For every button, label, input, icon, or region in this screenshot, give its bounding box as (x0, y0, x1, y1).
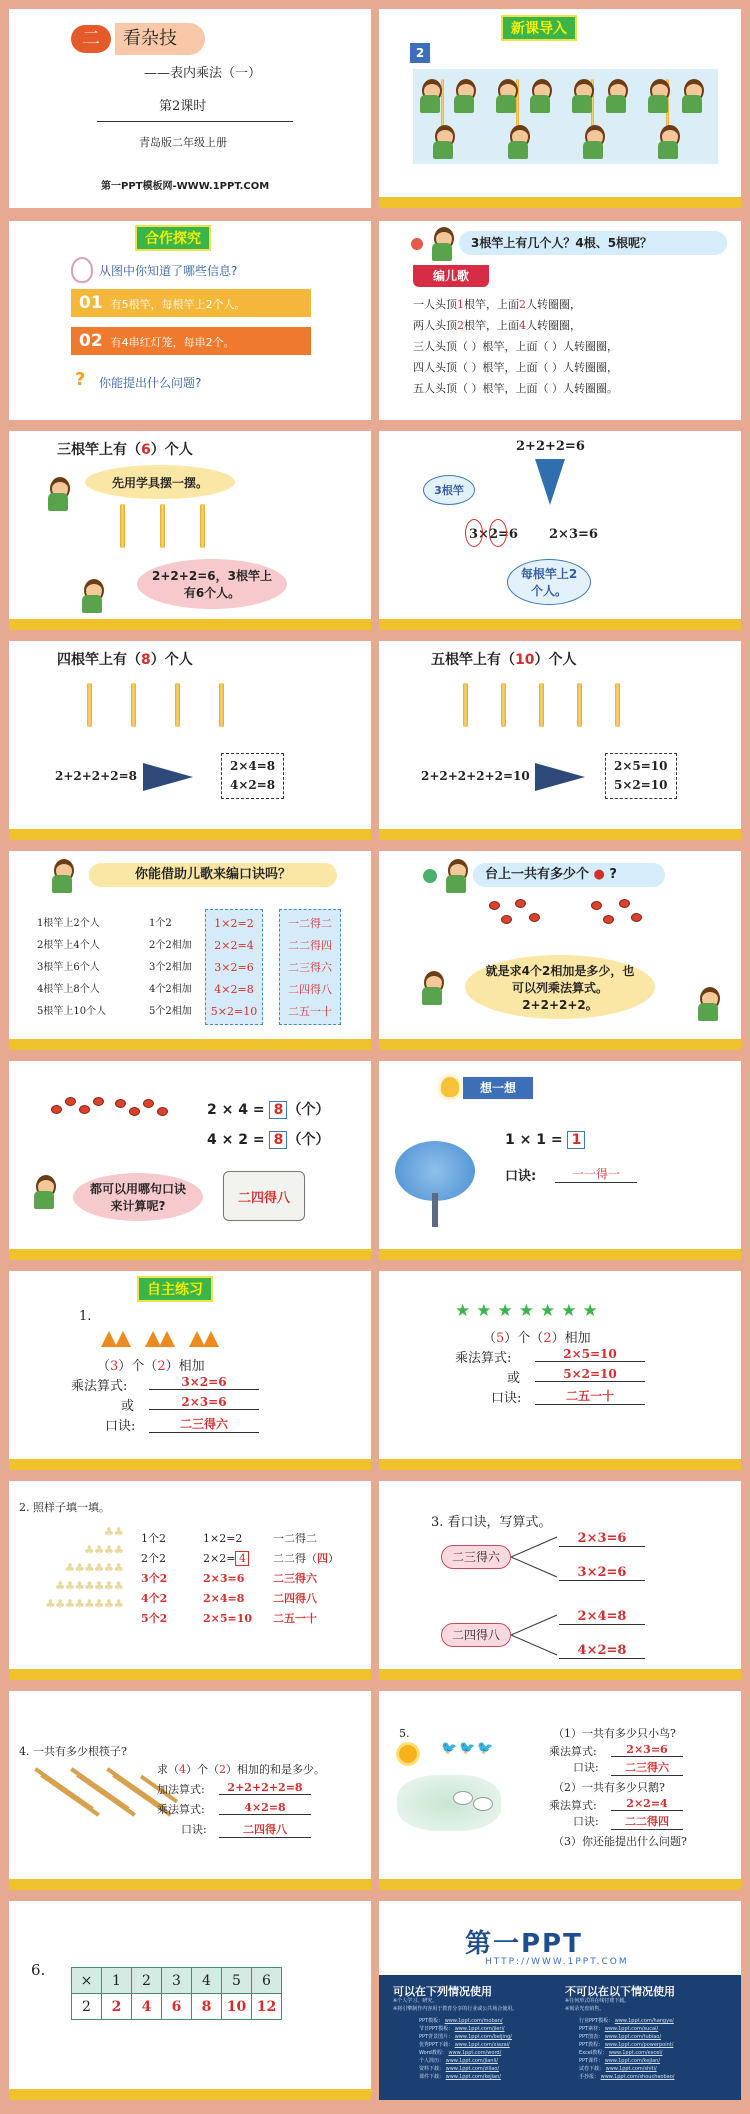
rhyme-label: 口诀: (105, 1419, 136, 1434)
rhyme-question: 3根竿上有几个人？4根、5根呢？ (459, 231, 727, 255)
birds-icon: 🐦🐦🐦 (441, 1741, 496, 1756)
rhyme-line-2: 两人头顶2根竿，上面4人转圈圈， (413, 319, 581, 332)
info-item-2-text: 有4串红灯笼，每串2个。 (110, 336, 235, 349)
logo-text: 第一PPT (465, 1929, 583, 1959)
rhyme-label-1: 口诀: (573, 1761, 599, 1774)
circle-3 (465, 519, 483, 547)
add-line: （3）个（2）相加 (97, 1359, 205, 1374)
tree-image (385, 1141, 485, 1231)
link-item[interactable]: PPT教程： www.1ppt.com/powerpoint/ (579, 2042, 674, 2048)
equation-1a: 2×3=6 (559, 1531, 645, 1547)
link-item[interactable]: Word教程： www.1ppt.com/word/ (419, 2050, 502, 2056)
ball-icon (423, 869, 437, 883)
lantern (143, 1099, 154, 1108)
rhyme-answer-1: 二三得六 (611, 1759, 683, 1776)
links-left (419, 2017, 512, 2081)
usage-allowed-title: 可以在下列情况使用 (393, 1985, 492, 1998)
slide-title: 三根竿上有（6）个人 (57, 442, 193, 458)
lantern (591, 901, 602, 910)
pole (577, 683, 582, 727)
edition: 青岛版二年级上册 (139, 136, 227, 149)
boy-icon (429, 227, 455, 261)
link-item[interactable]: Excel教程： www.1ppt.com/excel/ (579, 2050, 663, 2056)
pole (175, 683, 180, 727)
rhyme-line-1: 一人头顶1根竿，上面2人转圈圈， (413, 298, 581, 311)
question-ask: 你能提出什么问题? (99, 376, 202, 390)
sun-icon (399, 1745, 417, 1763)
slide-11-lantern-multiply[interactable] (9, 1061, 371, 1260)
slide-4-rhyme[interactable] (379, 221, 741, 420)
slide-5-three-poles[interactable] (9, 431, 371, 630)
rhyme-line-3: 三人头顶（ ）根竿，上面（ ）人转圈圈， (413, 340, 618, 353)
goose-icon (473, 1797, 493, 1811)
rhyme-pill-1: 二三得六 (441, 1545, 511, 1569)
row-1: 1个2 1×2=2 一二得二 (141, 1532, 317, 1545)
add-line: （5）个（2）相加 (483, 1331, 591, 1346)
multiply-label: 乘法算式: (157, 1803, 205, 1816)
usage-banned-note: ※任何形式的在线付费下载。 (565, 1998, 630, 2004)
unit-badge: 二 (71, 25, 111, 53)
slide-19-table[interactable] (9, 1901, 371, 2100)
rhyme-label-2: 口诀: (573, 1815, 599, 1828)
source-label: 第一PPT模板网-WWW.1PPT.COM (101, 181, 270, 192)
slide-title: 四根竿上有（8）个人 (57, 652, 193, 668)
each-pole-bubble: 每根竿上2个人。 (507, 559, 591, 605)
multiply-answer-1: 2×3=6 (611, 1743, 683, 1757)
row-2: 2个2 2×2= 4 二二得（四） (141, 1552, 339, 1565)
lantern (501, 915, 512, 924)
lantern (51, 1105, 62, 1114)
eq-2: 2×3=6 (549, 527, 598, 542)
slide-7-four-poles[interactable] (9, 641, 371, 840)
slide-20-credits[interactable] (379, 1901, 741, 2100)
equation-2b: 4×2=8 (559, 1643, 645, 1659)
rhyme-answer: 一一得一 (555, 1165, 637, 1183)
question-info: 从图中你知道了哪些信息? (99, 264, 238, 278)
col-multiply: 1×2=2 2×2=4 3×2=6 4×2=8 5×2=10 (205, 909, 263, 1025)
question-mark-icon: ? (75, 369, 86, 390)
lantern (489, 901, 500, 910)
add-label: 加法算式: (157, 1783, 205, 1796)
star-row: ★★★★★★★ (455, 1301, 604, 1321)
link-item[interactable]: 行业PPT模板： www.1ppt.com/hangye/ (579, 2018, 674, 2024)
multiply-label-2: 乘法算式: (549, 1799, 597, 1812)
answer-bubble: 就是求4个2相加是多少，也可以列乘法算式。 2+2+2+2。 (465, 955, 655, 1019)
equation-1b: 3×2=6 (559, 1565, 645, 1581)
girl-icon (79, 579, 105, 613)
acrobat-stage (413, 69, 718, 164)
link-item[interactable]: 手抄报： www.1ppt.com/shouchaobao/ (579, 2074, 675, 2080)
ball-icon (411, 238, 423, 250)
link-item[interactable]: PPT图表： www.1ppt.com/tubiao/ (579, 2034, 662, 2040)
pole (463, 683, 468, 727)
boy-icon (49, 859, 75, 893)
think-title: 想一想 (463, 1077, 533, 1099)
lantern (65, 1097, 76, 1106)
hint-bubble: 先用学具摆一摆。 (85, 465, 235, 499)
slide-8-five-poles[interactable] (379, 641, 741, 840)
lesson: 第2课时 (159, 99, 207, 114)
explore-badge: 合作探究 (135, 225, 211, 251)
slide-18-birds-geese[interactable] (379, 1691, 741, 1890)
slide-14-practice-stars[interactable] (379, 1271, 741, 1470)
slide-1-title[interactable] (9, 9, 371, 208)
exercise-title: 3. 看口诀，写算式。 (431, 1515, 552, 1530)
arrow-right-icon (535, 763, 585, 791)
slide-3-explore[interactable] (9, 221, 371, 420)
multiply-label: 乘法算式: (455, 1351, 512, 1366)
q1: （1）一共有多少只小鸟? (553, 1727, 676, 1740)
unit-name: 看杂技 (115, 23, 205, 55)
link-item[interactable]: PPT素材： www.1ppt.com/sucai/ (579, 2026, 659, 2032)
link-item[interactable]: PPT课件： www.1ppt.com/kejian/ (579, 2058, 661, 2064)
usage-banned-title: 不可以在以下情况使用 (565, 1985, 675, 1998)
rhyme-answer: 二四得八 (219, 1821, 311, 1838)
lantern (115, 1099, 126, 1108)
lantern (157, 1107, 168, 1116)
chopsticks-image (29, 1771, 159, 1851)
col-rhyme: 一二得二 二二得四 二三得六 二四得八 二五一十 (279, 909, 341, 1025)
info-item-2-num: 02 (79, 331, 103, 351)
subtitle: ——表内乘法（一） (144, 66, 262, 81)
slide-15-fill-in[interactable] (9, 1481, 371, 1680)
answer-bubble: 2+2+2=6，3根竿上有6个人。 (137, 559, 287, 609)
intro-badge: 新课导入 (501, 15, 577, 41)
link-item[interactable]: 试卷下载： www.1ppt.com/shiti/ (579, 2066, 657, 2072)
link-item[interactable]: 资料下载： www.1ppt.com/ziliao/ (419, 2066, 500, 2072)
q3: （3）你还能提出什么问题? (553, 1835, 687, 1848)
slide-2-intro[interactable] (379, 9, 741, 208)
rabbit-icon (71, 257, 93, 283)
eq-1: 2 × 4 = 8 （个） (207, 1102, 330, 1118)
links-right (579, 2017, 674, 2081)
multiply-answer: 4×2=8 (219, 1801, 311, 1815)
row-3: 3个2 2×3=6 二三得六 (141, 1572, 317, 1585)
arrow-down-icon (535, 459, 565, 505)
rabbit-pyramid: ♣♣ ♣♣♣♣ ♣♣♣♣♣♣ ♣♣♣♣♣♣♣ ♣♣♣♣♣♣♣♣ (44, 1525, 123, 1611)
table-row: 2 2 4 6 8 10 12 (72, 1994, 282, 2020)
divider (97, 121, 293, 122)
col-add: 1个2 2个2相加 3个2相加 4个2相加 5个2相加 (149, 918, 192, 1017)
col-poles: 1根竿上2个人 2根竿上4个人 3根竿上6个人 4根竿上8个人 5根竿上10个人 (37, 918, 107, 1017)
eq-2: 4 × 2 = 8 （个） (207, 1132, 330, 1148)
sum-text: 2+2+2+2=8 (55, 769, 137, 783)
exercise-title: 4. 一共有多少根筷子? (19, 1745, 127, 1758)
pole (160, 504, 165, 548)
info-item-1-num: 01 (79, 293, 103, 313)
multiply-answer-2: 5×2=10 (535, 1367, 645, 1382)
row-5: 5个2 2×5=10 二五一十 (141, 1612, 317, 1625)
lantern-question: 台上一共有多少个 ● ? (473, 863, 665, 887)
info-item-1 (71, 289, 311, 317)
question-number: 5. (399, 1727, 410, 1740)
link-item[interactable]: PPT背景图片： www.1ppt.com/beijing/ (419, 2034, 512, 2040)
rhyme-tag: 编儿歌 (413, 265, 489, 287)
lantern (79, 1105, 90, 1114)
pole (615, 683, 620, 727)
link-item[interactable]: PPT模板： www.1ppt.com/moban/ (419, 2018, 503, 2024)
pole (131, 683, 136, 727)
multiply-box: 2×5=10 5×2=10 (605, 753, 677, 799)
usage-banned-note-2: ※刻录光盘销售。 (565, 2006, 605, 2012)
sum-text: 2+2+2=6 (516, 439, 585, 454)
eq-1: 3×2=6 (469, 527, 518, 542)
question-number: 6. (31, 1961, 46, 1979)
triangle-icon (203, 1331, 219, 1347)
eq: 1 × 1 = 1 (505, 1131, 585, 1149)
lantern (619, 899, 630, 908)
pole (87, 683, 92, 727)
table-header-row: × 1 2 3 4 5 6 (72, 1968, 282, 1994)
multiply-label-1: 乘法算式: (549, 1745, 597, 1758)
rhyme-pill-2: 二四得八 (441, 1623, 511, 1647)
rhyme-label: 口诀: (491, 1391, 522, 1406)
slide-16-rhyme-to-equation[interactable] (379, 1481, 741, 1680)
rhyme-line-5: 五人头顶（ ）根竿，上面（ ）人转圈圈。 (413, 382, 618, 395)
link-item[interactable]: 节日PPT模板： www.1ppt.com/jieri/ (419, 2026, 505, 2032)
goose-icon (453, 1791, 473, 1805)
equation-2a: 2×4=8 (559, 1609, 645, 1625)
boy-icon (443, 859, 469, 893)
branch-lines (511, 1531, 571, 1661)
row-4: 4个2 2×4=8 二四得八 (141, 1592, 317, 1605)
triangle-icon (159, 1331, 175, 1347)
boy-icon (45, 477, 71, 511)
lightbulb-icon (441, 1077, 459, 1097)
or-label: 或 (507, 1371, 521, 1386)
multiply-answer-2: 2×2=4 (611, 1797, 683, 1811)
rhyme-answer: 二三得六 (149, 1415, 259, 1433)
pole (501, 683, 506, 727)
rhyme-line-4: 四人头顶（ ）根竿，上面（ ）人转圈圈， (413, 361, 618, 374)
slide-13-practice-1[interactable] (9, 1271, 371, 1470)
page-number-box: 2 (410, 43, 430, 63)
girl-icon (419, 971, 445, 1005)
slide-10-lanterns[interactable] (379, 851, 741, 1050)
info-item-2 (71, 327, 311, 355)
link-item[interactable]: 课件下载： www.1ppt.com/kejian/ (419, 2074, 501, 2080)
rhyme-scroll: 二四得八 (223, 1171, 305, 1221)
usage-allowed-note: ※个人学习、研究。 (393, 1998, 438, 2004)
rhyme-answer-2: 二二得四 (611, 1813, 683, 1830)
circle-2 (489, 519, 507, 547)
exercise-title: 2. 照样子填一填。 (19, 1501, 110, 1514)
multiply-answer-1: 2×5=10 (535, 1347, 645, 1362)
pole (539, 683, 544, 727)
add-answer: 2+2+2+2=8 (219, 1781, 311, 1795)
sum-text: 2+2+2+2。 (522, 997, 598, 1012)
pole (219, 683, 224, 727)
multiply-answer-1: 3×2=6 (149, 1375, 259, 1390)
arrow-right-icon (143, 763, 193, 791)
slide-17-chopsticks[interactable] (9, 1691, 371, 1890)
multiply-answer-2: 2×3=6 (149, 1395, 259, 1410)
poles-bubble: 3根竿 (423, 475, 475, 505)
slide-9-compose-rhyme[interactable] (9, 851, 371, 1050)
multiply-table (71, 1967, 282, 2020)
pole (200, 504, 205, 548)
lantern (529, 913, 540, 922)
logo-url: HTTP://WWW.1PPT.COM (485, 1957, 629, 1967)
rhyme-answer: 二五一十 (535, 1387, 645, 1405)
rhyme-label: 口诀: (181, 1823, 207, 1836)
usage-allowed-note-2: ※将引擎制作内容用于教育分享的行业或公共场合使用。 (393, 2006, 518, 2012)
boy-icon (31, 1175, 57, 1209)
multiply-label: 乘法算式: (71, 1379, 128, 1394)
slide-12-think[interactable] (379, 1061, 741, 1260)
lantern (631, 913, 642, 922)
question-bubble: 都可以用哪句口诀来计算呢? (73, 1173, 203, 1221)
pole (120, 504, 125, 548)
triangle-icon (115, 1331, 131, 1347)
slide-title: 五根竿上有（10）个人 (431, 652, 577, 668)
lantern (515, 899, 526, 908)
sum-text: 2+2+2+2+2=10 (421, 769, 530, 783)
rhyme-lines (413, 294, 618, 399)
slide-6-three-poles-multiply[interactable] (379, 431, 741, 630)
add-line: 求（4）个（2）相加的和是多少。 (157, 1763, 325, 1776)
q2: （2）一共有多少只鹅? (553, 1781, 665, 1794)
girl-icon (695, 987, 721, 1021)
link-item[interactable]: 个人简历： www.1ppt.com/jianli/ (419, 2058, 498, 2064)
rhyme-question: 你能借助儿歌来编口诀吗？ (89, 863, 337, 887)
or-label: 或 (121, 1399, 135, 1414)
lantern (129, 1107, 140, 1116)
question-number: 1. (79, 1309, 92, 1324)
lantern (93, 1097, 104, 1106)
lantern (603, 915, 614, 924)
info-item-1-text: 有5根竿，每根竿上2个人。 (110, 298, 246, 311)
rhyme-label: 口诀: (505, 1169, 537, 1184)
link-item[interactable]: 优秀PPT下载： www.1ppt.com/xiazai/ (419, 2042, 510, 2048)
multiply-box: 2×4=8 4×2=8 (221, 753, 284, 799)
practice-badge: 自主练习 (137, 1276, 213, 1302)
